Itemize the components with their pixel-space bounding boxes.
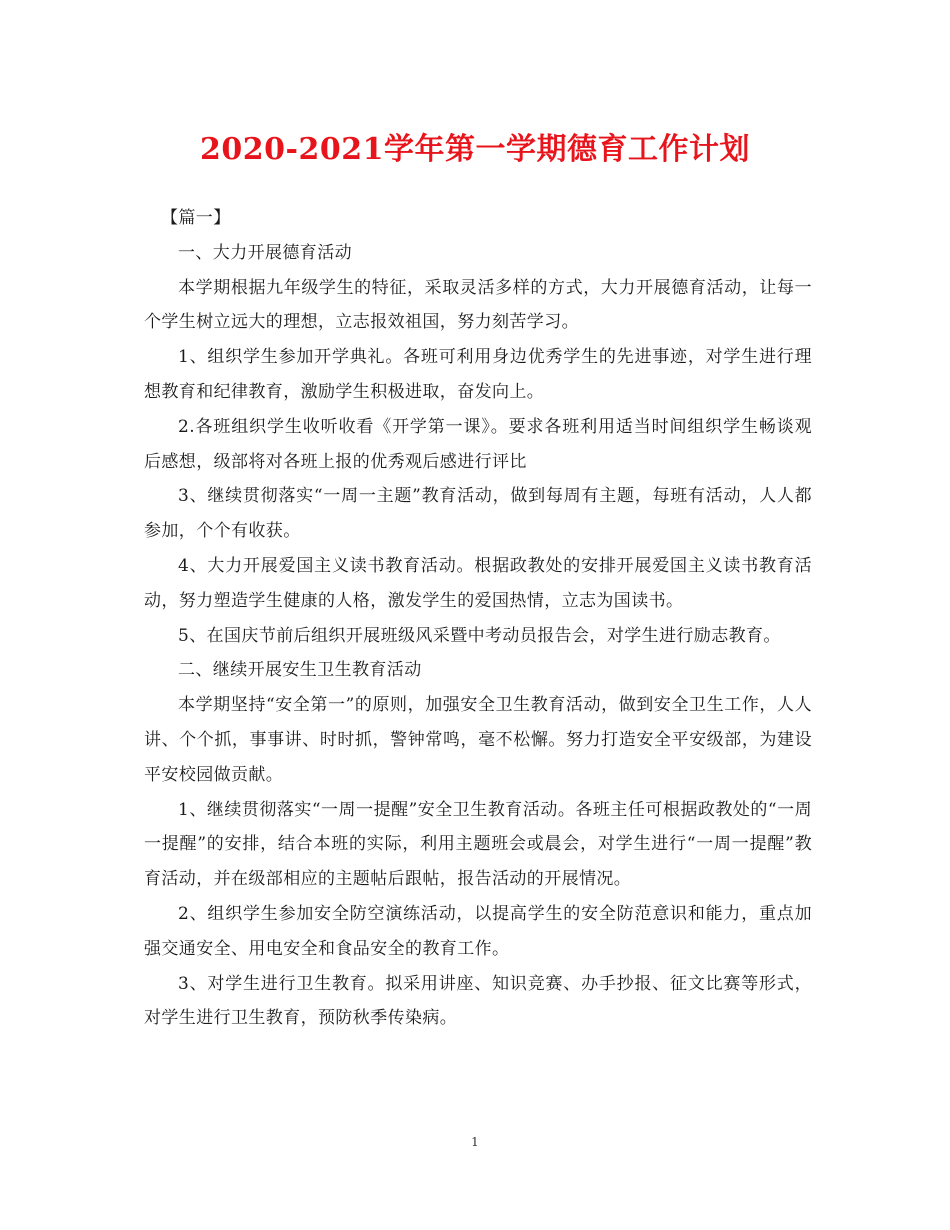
section-heading: 二、继续开展安生卫生教育活动 <box>178 660 422 681</box>
list-item: 3、继续贯彻落实“一周一主题”教育活动，做到每周有主题，每班有活动，人人都参加，个个有收获。 <box>144 486 812 542</box>
section-marker: 【篇一】 <box>161 208 231 228</box>
list-item: 5、在国庆节前后组织开展班级风采暨中考动员报告会，对学生进行励志教育。 <box>178 625 781 646</box>
list-item: 1、继续贯彻落实“一周一提醒”安全卫生教育活动。各班主任可根据政教处的“一周一提醒”的安排，结合本班的实际，利用主题班会或晨会，对学生进行“一周一提醒”教育活动，并在级部相应的主题帖后跟帖，报告活动的开展情况。 <box>144 799 812 890</box>
list-item: 1、组织学生参加开学典礼。各班可利用身边优秀学生的先进事迹，对学生进行理想教育和纪律教育，激励学生积极进取，奋发向上。 <box>144 347 812 402</box>
document-title: 2020-2021学年第一学期德育工作计划 <box>200 132 750 167</box>
paragraph: 本学期坚持“安全第一”的原则，加强安全卫生教育活动，做到安全卫生工作，人人讲、个个抓，事事讲、时时抓，警钟常鸣，毫不松懈。努力打造安全平安级部，为建设平安校园做贡献。 <box>144 695 812 785</box>
section-heading: 一、大力开展德育活动 <box>178 242 352 263</box>
document-body <box>144 201 812 1036</box>
page-number: 1 <box>471 1135 479 1149</box>
list-item: 3、对学生进行卫生教育。拟采用讲座、知识竞赛、办手抄报、征文比赛等形式，对学生进行卫生教育，预防秋季传染病。 <box>144 973 812 1029</box>
list-item: 2、组织学生参加安全防空演练活动，以提高学生的安全防范意识和能力，重点加强交通安全、用电安全和食品安全的教育工作。 <box>144 903 812 959</box>
list-item: 4、大力开展爱国主义读书教育活动。根据政教处的安排开展爱国主义读书教育活动，努力塑造学生健康的人格，激发学生的爱国热情，立志为国读书。 <box>144 555 812 611</box>
list-item: 2.各班组织学生收听收看《开学第一课》。要求各班利用适当时间组织学生畅谈观后感想，级部将对各班上报的优秀观后感进行评比 <box>144 416 812 472</box>
paragraph: 本学期根据九年级学生的特征，采取灵活多样的方式，大力开展德育活动，让每一个学生树立远大的理想，立志报效祖国，努力刻苦学习。 <box>144 277 812 333</box>
